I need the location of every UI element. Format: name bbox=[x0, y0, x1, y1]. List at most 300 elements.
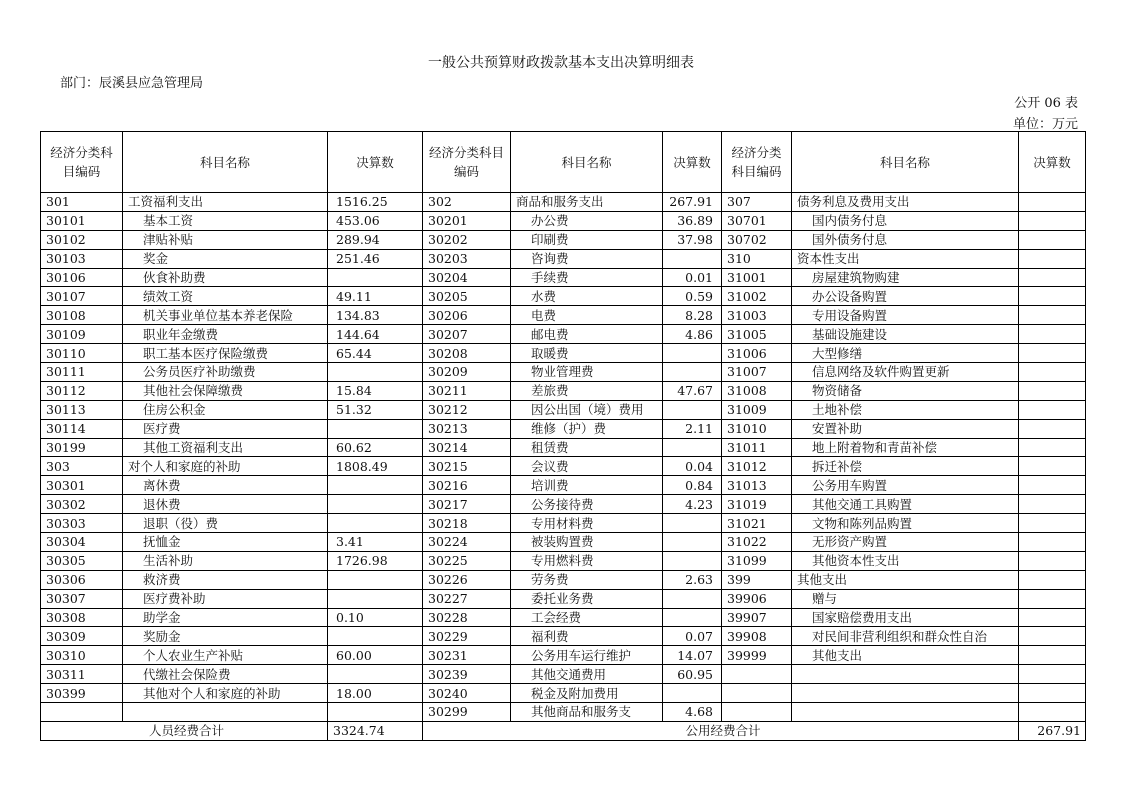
amount-cell: 60.00 bbox=[328, 646, 423, 665]
code-cell: 302 bbox=[423, 193, 511, 212]
amount-cell bbox=[1019, 589, 1086, 608]
table-row bbox=[41, 589, 1086, 608]
table-row bbox=[41, 249, 1086, 268]
amount-cell bbox=[663, 684, 722, 703]
name-cell: 办公费 bbox=[511, 211, 663, 230]
code-cell: 31011 bbox=[722, 438, 792, 457]
amount-cell bbox=[663, 551, 722, 570]
amount-cell: 1726.98 bbox=[328, 551, 423, 570]
amount-cell bbox=[1019, 287, 1086, 306]
department-label: 部门：辰溪县应急管理局 bbox=[60, 76, 204, 91]
code-cell: 31002 bbox=[722, 287, 792, 306]
code-cell: 31010 bbox=[722, 419, 792, 438]
name-cell: 国内债务付息 bbox=[792, 211, 1019, 230]
code-cell: 307 bbox=[722, 193, 792, 212]
name-cell: 其他社会保障缴费 bbox=[123, 381, 328, 400]
code-cell bbox=[722, 665, 792, 684]
amount-cell bbox=[328, 363, 423, 382]
amount-cell bbox=[1019, 400, 1086, 419]
header-name-1: 科目名称 bbox=[123, 132, 328, 193]
table-row bbox=[41, 325, 1086, 344]
name-cell: 差旅费 bbox=[511, 381, 663, 400]
name-cell: 医疗费补助 bbox=[123, 589, 328, 608]
totals-row bbox=[41, 721, 1086, 740]
code-cell: 30101 bbox=[41, 211, 123, 230]
name-cell: 大型修缮 bbox=[792, 344, 1019, 363]
personnel-total-label: 人员经费合计 bbox=[41, 721, 328, 740]
name-cell: 奖励金 bbox=[123, 627, 328, 646]
table-row bbox=[41, 570, 1086, 589]
name-cell: 办公设备购置 bbox=[792, 287, 1019, 306]
amount-cell: 49.11 bbox=[328, 287, 423, 306]
code-cell: 31099 bbox=[722, 551, 792, 570]
code-cell: 30204 bbox=[423, 268, 511, 287]
code-cell: 30216 bbox=[423, 476, 511, 495]
amount-cell: 0.84 bbox=[663, 476, 722, 495]
code-cell: 30114 bbox=[41, 419, 123, 438]
name-cell: 工会经费 bbox=[511, 608, 663, 627]
name-cell: 物资储备 bbox=[792, 381, 1019, 400]
amount-cell bbox=[1019, 495, 1086, 514]
amount-cell bbox=[1019, 533, 1086, 552]
name-cell: 抚恤金 bbox=[123, 533, 328, 552]
code-cell: 31009 bbox=[722, 400, 792, 419]
amount-cell bbox=[1019, 211, 1086, 230]
code-cell: 30399 bbox=[41, 684, 123, 703]
header-name-2: 科目名称 bbox=[511, 132, 663, 193]
amount-cell bbox=[663, 514, 722, 533]
code-cell: 30218 bbox=[423, 514, 511, 533]
header-amount-3: 决算数 bbox=[1019, 132, 1086, 193]
table-row bbox=[41, 211, 1086, 230]
code-cell: 30206 bbox=[423, 306, 511, 325]
code-cell: 30299 bbox=[423, 703, 511, 722]
amount-cell bbox=[328, 589, 423, 608]
name-cell: 维修（护）费 bbox=[511, 419, 663, 438]
amount-cell: 2.63 bbox=[663, 570, 722, 589]
amount-cell: 47.67 bbox=[663, 381, 722, 400]
code-cell: 30110 bbox=[41, 344, 123, 363]
code-cell bbox=[41, 703, 123, 722]
table-row bbox=[41, 381, 1086, 400]
amount-cell bbox=[1019, 438, 1086, 457]
amount-cell: 15.84 bbox=[328, 381, 423, 400]
code-cell: 310 bbox=[722, 249, 792, 268]
amount-cell: 60.95 bbox=[663, 665, 722, 684]
code-cell: 39999 bbox=[722, 646, 792, 665]
code-cell: 30304 bbox=[41, 533, 123, 552]
table-row bbox=[41, 306, 1086, 325]
amount-cell bbox=[663, 400, 722, 419]
code-cell: 30109 bbox=[41, 325, 123, 344]
code-cell: 30225 bbox=[423, 551, 511, 570]
name-cell: 其他交通费用 bbox=[511, 665, 663, 684]
amount-cell bbox=[1019, 381, 1086, 400]
code-cell: 30240 bbox=[423, 684, 511, 703]
amount-cell: 2.11 bbox=[663, 419, 722, 438]
code-cell: 31021 bbox=[722, 514, 792, 533]
name-cell bbox=[792, 665, 1019, 684]
table-row bbox=[41, 684, 1086, 703]
code-cell: 30202 bbox=[423, 230, 511, 249]
table-row bbox=[41, 230, 1086, 249]
code-cell: 31022 bbox=[722, 533, 792, 552]
code-cell: 30205 bbox=[423, 287, 511, 306]
amount-cell: 65.44 bbox=[328, 344, 423, 363]
code-cell: 39906 bbox=[722, 589, 792, 608]
amount-cell: 8.28 bbox=[663, 306, 722, 325]
amount-cell bbox=[1019, 230, 1086, 249]
name-cell: 其他工资福利支出 bbox=[123, 438, 328, 457]
code-cell: 30214 bbox=[423, 438, 511, 457]
table-number: 公开 06 表 bbox=[1014, 96, 1078, 111]
amount-cell: 60.62 bbox=[328, 438, 423, 457]
expenditure-table bbox=[40, 131, 1086, 741]
code-cell: 30229 bbox=[423, 627, 511, 646]
amount-cell bbox=[1019, 193, 1086, 212]
name-cell: 绩效工资 bbox=[123, 287, 328, 306]
code-cell: 30113 bbox=[41, 400, 123, 419]
name-cell: 土地补偿 bbox=[792, 400, 1019, 419]
code-cell: 30207 bbox=[423, 325, 511, 344]
table-row bbox=[41, 457, 1086, 476]
name-cell bbox=[792, 703, 1019, 722]
name-cell: 地上附着物和青苗补偿 bbox=[792, 438, 1019, 457]
name-cell: 基本工资 bbox=[123, 211, 328, 230]
code-cell: 30305 bbox=[41, 551, 123, 570]
name-cell: 无形资产购置 bbox=[792, 533, 1019, 552]
name-cell: 公务员医疗补助缴费 bbox=[123, 363, 328, 382]
amount-cell bbox=[328, 495, 423, 514]
amount-cell bbox=[663, 438, 722, 457]
name-cell: 物业管理费 bbox=[511, 363, 663, 382]
public-total-value: 267.91 bbox=[1019, 721, 1086, 740]
amount-cell: 18.00 bbox=[328, 684, 423, 703]
name-cell bbox=[123, 703, 328, 722]
name-cell: 国外债务付息 bbox=[792, 230, 1019, 249]
header-code-2: 经济分类科目编码 bbox=[423, 132, 511, 193]
table-row bbox=[41, 627, 1086, 646]
amount-cell bbox=[663, 533, 722, 552]
name-cell: 电费 bbox=[511, 306, 663, 325]
name-cell: 专用燃料费 bbox=[511, 551, 663, 570]
amount-cell bbox=[328, 476, 423, 495]
code-cell: 30203 bbox=[423, 249, 511, 268]
amount-cell: 0.01 bbox=[663, 268, 722, 287]
name-cell: 被装购置费 bbox=[511, 533, 663, 552]
code-cell: 30227 bbox=[423, 589, 511, 608]
name-cell: 房屋建筑物购建 bbox=[792, 268, 1019, 287]
amount-cell: 267.91 bbox=[663, 193, 722, 212]
name-cell: 公务用车运行维护 bbox=[511, 646, 663, 665]
amount-cell: 0.59 bbox=[663, 287, 722, 306]
name-cell: 助学金 bbox=[123, 608, 328, 627]
code-cell: 39908 bbox=[722, 627, 792, 646]
header-code-1: 经济分类科目编码 bbox=[41, 132, 123, 193]
header-amount-1: 决算数 bbox=[328, 132, 423, 193]
code-cell: 31006 bbox=[722, 344, 792, 363]
name-cell: 其他对个人和家庭的补助 bbox=[123, 684, 328, 703]
amount-cell bbox=[1019, 325, 1086, 344]
code-cell: 30106 bbox=[41, 268, 123, 287]
table-row bbox=[41, 363, 1086, 382]
amount-cell bbox=[328, 627, 423, 646]
name-cell: 伙食补助费 bbox=[123, 268, 328, 287]
amount-cell bbox=[1019, 608, 1086, 627]
code-cell: 30226 bbox=[423, 570, 511, 589]
name-cell: 劳务费 bbox=[511, 570, 663, 589]
amount-cell bbox=[1019, 419, 1086, 438]
code-cell: 30199 bbox=[41, 438, 123, 457]
code-cell: 30702 bbox=[722, 230, 792, 249]
name-cell: 对民间非营利组织和群众性自治 bbox=[792, 627, 1019, 646]
name-cell: 会议费 bbox=[511, 457, 663, 476]
code-cell: 31007 bbox=[722, 363, 792, 382]
amount-cell bbox=[328, 703, 423, 722]
amount-cell bbox=[1019, 249, 1086, 268]
name-cell: 津贴补贴 bbox=[123, 230, 328, 249]
table-row bbox=[41, 400, 1086, 419]
amount-cell bbox=[1019, 344, 1086, 363]
code-cell: 30211 bbox=[423, 381, 511, 400]
name-cell: 水费 bbox=[511, 287, 663, 306]
amount-cell bbox=[1019, 551, 1086, 570]
code-cell: 30224 bbox=[423, 533, 511, 552]
code-cell: 30102 bbox=[41, 230, 123, 249]
name-cell: 国家赔偿费用支出 bbox=[792, 608, 1019, 627]
amount-cell: 0.10 bbox=[328, 608, 423, 627]
name-cell: 债务利息及费用支出 bbox=[792, 193, 1019, 212]
amount-cell bbox=[1019, 703, 1086, 722]
name-cell: 取暖费 bbox=[511, 344, 663, 363]
name-cell: 安置补助 bbox=[792, 419, 1019, 438]
amount-cell: 14.07 bbox=[663, 646, 722, 665]
name-cell: 奖金 bbox=[123, 249, 328, 268]
code-cell bbox=[722, 684, 792, 703]
code-cell: 30215 bbox=[423, 457, 511, 476]
code-cell: 30302 bbox=[41, 495, 123, 514]
amount-cell bbox=[1019, 363, 1086, 382]
amount-cell bbox=[663, 363, 722, 382]
table-row bbox=[41, 193, 1086, 212]
table-header-row bbox=[41, 132, 1086, 193]
code-cell: 30231 bbox=[423, 646, 511, 665]
code-cell: 30208 bbox=[423, 344, 511, 363]
amount-cell: 1516.25 bbox=[328, 193, 423, 212]
name-cell: 其他商品和服务支 bbox=[511, 703, 663, 722]
amount-cell: 289.94 bbox=[328, 230, 423, 249]
name-cell: 培训费 bbox=[511, 476, 663, 495]
name-cell: 商品和服务支出 bbox=[511, 193, 663, 212]
code-cell: 30112 bbox=[41, 381, 123, 400]
amount-cell bbox=[1019, 570, 1086, 589]
table-row bbox=[41, 495, 1086, 514]
name-cell: 公务用车购置 bbox=[792, 476, 1019, 495]
header-name-3: 科目名称 bbox=[792, 132, 1019, 193]
code-cell: 30311 bbox=[41, 665, 123, 684]
table-row bbox=[41, 268, 1086, 287]
amount-cell: 51.32 bbox=[328, 400, 423, 419]
amount-cell: 4.68 bbox=[663, 703, 722, 722]
amount-cell: 4.86 bbox=[663, 325, 722, 344]
name-cell: 拆迁补偿 bbox=[792, 457, 1019, 476]
name-cell: 其他资本性支出 bbox=[792, 551, 1019, 570]
name-cell: 因公出国（境）费用 bbox=[511, 400, 663, 419]
amount-cell: 3.41 bbox=[328, 533, 423, 552]
name-cell: 赠与 bbox=[792, 589, 1019, 608]
name-cell: 职工基本医疗保险缴费 bbox=[123, 344, 328, 363]
name-cell: 专用材料费 bbox=[511, 514, 663, 533]
code-cell: 30103 bbox=[41, 249, 123, 268]
code-cell: 30307 bbox=[41, 589, 123, 608]
code-cell: 31008 bbox=[722, 381, 792, 400]
code-cell: 30306 bbox=[41, 570, 123, 589]
name-cell: 生活补助 bbox=[123, 551, 328, 570]
table-row bbox=[41, 533, 1086, 552]
amount-cell bbox=[1019, 665, 1086, 684]
name-cell: 福利费 bbox=[511, 627, 663, 646]
code-cell: 30209 bbox=[423, 363, 511, 382]
name-cell bbox=[792, 684, 1019, 703]
table-row bbox=[41, 646, 1086, 665]
code-cell: 30201 bbox=[423, 211, 511, 230]
code-cell: 30217 bbox=[423, 495, 511, 514]
name-cell: 退休费 bbox=[123, 495, 328, 514]
table-row bbox=[41, 344, 1086, 363]
amount-cell bbox=[1019, 684, 1086, 703]
name-cell: 印刷费 bbox=[511, 230, 663, 249]
amount-cell bbox=[328, 570, 423, 589]
amount-cell: 251.46 bbox=[328, 249, 423, 268]
amount-cell: 0.07 bbox=[663, 627, 722, 646]
name-cell: 住房公积金 bbox=[123, 400, 328, 419]
code-cell: 31019 bbox=[722, 495, 792, 514]
code-cell: 301 bbox=[41, 193, 123, 212]
amount-cell: 1808.49 bbox=[328, 457, 423, 476]
name-cell: 机关事业单位基本养老保险 bbox=[123, 306, 328, 325]
table-row bbox=[41, 438, 1086, 457]
code-cell: 303 bbox=[41, 457, 123, 476]
personnel-total-value: 3324.74 bbox=[328, 721, 423, 740]
name-cell: 其他交通工具购置 bbox=[792, 495, 1019, 514]
name-cell: 文物和陈列品购置 bbox=[792, 514, 1019, 533]
amount-cell bbox=[663, 589, 722, 608]
table-row bbox=[41, 287, 1086, 306]
name-cell: 救济费 bbox=[123, 570, 328, 589]
code-cell: 30309 bbox=[41, 627, 123, 646]
name-cell: 税金及附加费用 bbox=[511, 684, 663, 703]
report-title: 一般公共预算财政拨款基本支出决算明细表 bbox=[428, 55, 694, 71]
name-cell: 信息网络及软件购置更新 bbox=[792, 363, 1019, 382]
name-cell: 专用设备购置 bbox=[792, 306, 1019, 325]
unit-label: 单位：万元 bbox=[1012, 117, 1078, 132]
code-cell: 30213 bbox=[423, 419, 511, 438]
amount-cell: 134.83 bbox=[328, 306, 423, 325]
amount-cell bbox=[1019, 476, 1086, 495]
name-cell: 工资福利支出 bbox=[123, 193, 328, 212]
amount-cell bbox=[328, 268, 423, 287]
amount-cell: 144.64 bbox=[328, 325, 423, 344]
name-cell: 职业年金缴费 bbox=[123, 325, 328, 344]
amount-cell bbox=[1019, 457, 1086, 476]
amount-cell bbox=[663, 249, 722, 268]
name-cell: 医疗费 bbox=[123, 419, 328, 438]
name-cell: 其他支出 bbox=[792, 570, 1019, 589]
code-cell: 30212 bbox=[423, 400, 511, 419]
name-cell: 其他支出 bbox=[792, 646, 1019, 665]
code-cell bbox=[722, 703, 792, 722]
code-cell: 30107 bbox=[41, 287, 123, 306]
amount-cell bbox=[328, 514, 423, 533]
code-cell: 31001 bbox=[722, 268, 792, 287]
name-cell: 退职（役）费 bbox=[123, 514, 328, 533]
name-cell: 租赁费 bbox=[511, 438, 663, 457]
amount-cell bbox=[663, 344, 722, 363]
name-cell: 邮电费 bbox=[511, 325, 663, 344]
name-cell: 离休费 bbox=[123, 476, 328, 495]
name-cell: 委托业务费 bbox=[511, 589, 663, 608]
table-row bbox=[41, 703, 1086, 722]
amount-cell bbox=[1019, 514, 1086, 533]
code-cell: 31013 bbox=[722, 476, 792, 495]
amount-cell bbox=[1019, 268, 1086, 287]
name-cell: 个人农业生产补贴 bbox=[123, 646, 328, 665]
code-cell: 30111 bbox=[41, 363, 123, 382]
name-cell: 手续费 bbox=[511, 268, 663, 287]
amount-cell: 4.23 bbox=[663, 495, 722, 514]
code-cell: 31012 bbox=[722, 457, 792, 476]
amount-cell bbox=[663, 608, 722, 627]
header-amount-2: 决算数 bbox=[663, 132, 722, 193]
amount-cell: 0.04 bbox=[663, 457, 722, 476]
amount-cell: 37.98 bbox=[663, 230, 722, 249]
name-cell: 对个人和家庭的补助 bbox=[123, 457, 328, 476]
amount-cell bbox=[328, 419, 423, 438]
table-row bbox=[41, 551, 1086, 570]
code-cell: 39907 bbox=[722, 608, 792, 627]
code-cell: 30108 bbox=[41, 306, 123, 325]
public-total-label: 公用经费合计 bbox=[423, 721, 1019, 740]
code-cell: 30701 bbox=[722, 211, 792, 230]
header-code-3: 经济分类科目编码 bbox=[722, 132, 792, 193]
table-row bbox=[41, 665, 1086, 684]
table-row bbox=[41, 476, 1086, 495]
amount-cell bbox=[328, 665, 423, 684]
code-cell: 30303 bbox=[41, 514, 123, 533]
amount-cell bbox=[1019, 627, 1086, 646]
code-cell: 30301 bbox=[41, 476, 123, 495]
amount-cell bbox=[1019, 306, 1086, 325]
table-row bbox=[41, 608, 1086, 627]
code-cell: 30239 bbox=[423, 665, 511, 684]
name-cell: 资本性支出 bbox=[792, 249, 1019, 268]
code-cell: 31005 bbox=[722, 325, 792, 344]
code-cell: 30310 bbox=[41, 646, 123, 665]
code-cell: 31003 bbox=[722, 306, 792, 325]
amount-cell bbox=[1019, 646, 1086, 665]
name-cell: 代缴社会保险费 bbox=[123, 665, 328, 684]
code-cell: 30228 bbox=[423, 608, 511, 627]
amount-cell: 36.89 bbox=[663, 211, 722, 230]
table-row bbox=[41, 514, 1086, 533]
table-row bbox=[41, 419, 1086, 438]
name-cell: 基础设施建设 bbox=[792, 325, 1019, 344]
amount-cell: 453.06 bbox=[328, 211, 423, 230]
name-cell: 咨询费 bbox=[511, 249, 663, 268]
name-cell: 公务接待费 bbox=[511, 495, 663, 514]
code-cell: 399 bbox=[722, 570, 792, 589]
code-cell: 30308 bbox=[41, 608, 123, 627]
